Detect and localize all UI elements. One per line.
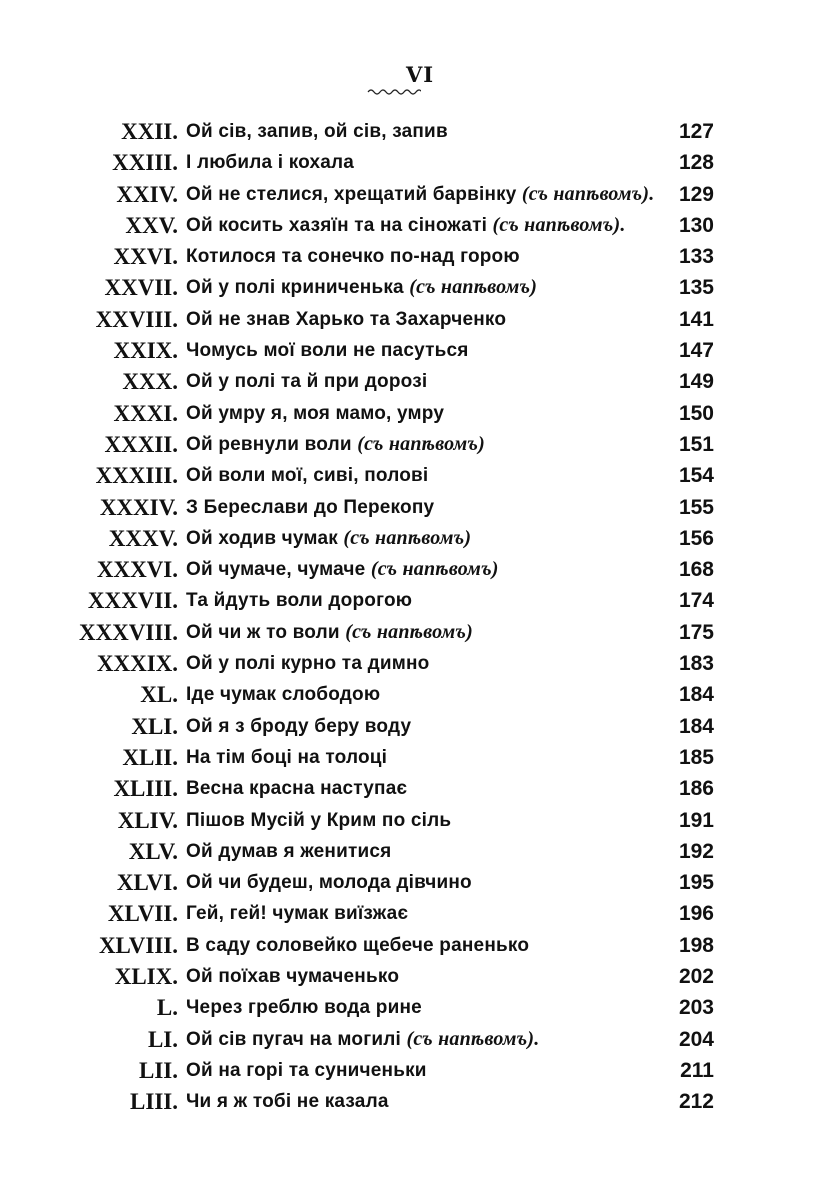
entry-title-text: Ой у полі криниченька [186, 277, 404, 299]
entry-title-text: З Берeслави до Перекопу [186, 496, 435, 518]
entry-song-title [186, 1024, 539, 1055]
entry-title-text: Ой у полі та й при дорозі [186, 371, 428, 393]
toc-entry [0, 773, 840, 804]
entry-roman-numeral: LIII. [130, 1089, 178, 1115]
entry-roman-numeral: XXXII. [104, 431, 178, 457]
entry-melody-note: (съ напѣвомъ) [357, 432, 486, 455]
entry-song-title [186, 460, 428, 491]
entry-page-number: 150 [678, 401, 714, 425]
entry-page-number: 154 [678, 464, 714, 488]
entry-page-number: 175 [678, 620, 714, 644]
entry-roman-numeral: XLIII. [113, 776, 178, 802]
entry-page-number: 211 [680, 1058, 714, 1082]
entry-roman-numeral: XXXIV. [99, 494, 178, 520]
entry-song-title [186, 147, 354, 178]
entry-song-title [186, 335, 469, 366]
entry-song-title [186, 773, 407, 804]
entry-roman-numeral: XXVIII. [95, 306, 178, 332]
entry-page-number: 183 [678, 652, 714, 676]
entry-roman-numeral: XXII. [121, 119, 178, 144]
toc-entry [0, 898, 840, 929]
entry-title-text: Чомусь мої воли не пасуться [186, 340, 469, 362]
entry-song-title [186, 492, 434, 523]
entry-page-number: 174 [678, 589, 714, 613]
toc-entry [0, 805, 840, 836]
toc-entry [0, 429, 840, 460]
toc-entry [0, 742, 840, 773]
entry-page-number: 135 [678, 276, 714, 300]
entry-title-text: Ой умру я, моя мамо, умру [186, 402, 445, 424]
entry-song-title [186, 867, 472, 898]
entry-song-title [186, 585, 412, 616]
entry-page-number: 133 [678, 245, 714, 269]
toc-entry [0, 147, 840, 178]
toc-entry [0, 867, 840, 898]
entry-melody-note: (съ напѣвомъ). [492, 213, 626, 236]
toc-entry [0, 836, 840, 867]
toc-entry [0, 992, 840, 1023]
toc-entry [0, 398, 840, 429]
entry-song-title [186, 304, 506, 335]
toc-entry [0, 116, 840, 147]
toc-entry [0, 1055, 840, 1086]
entry-title-text: Ой на горі та суниченьки [186, 1059, 427, 1081]
entry-page-number: 198 [678, 933, 714, 957]
entry-title-text: Ой чи ж то воли [186, 621, 340, 643]
toc-entry [0, 1086, 840, 1117]
entry-roman-numeral: LII. [139, 1057, 178, 1083]
entry-title-text: Та йдуть воли дорогою [186, 590, 413, 612]
entry-song-title [186, 961, 399, 992]
toc-entry [0, 711, 840, 742]
entry-page-number: 186 [678, 777, 714, 801]
entry-page-number: 128 [678, 151, 714, 175]
toc-entry [0, 335, 840, 366]
entry-song-title [186, 116, 448, 147]
entry-title-text: Весна красна наступає [186, 778, 408, 800]
entry-title-text: На тім боці на толоці [186, 746, 388, 768]
entry-song-title [186, 742, 387, 773]
entry-song-title [186, 805, 451, 836]
entry-melody-note: (съ напѣвомъ). [521, 182, 655, 205]
page-number-header: VI [405, 62, 435, 87]
entry-melody-note: (съ напѣвомъ). [406, 1027, 540, 1050]
entry-roman-numeral: XLV. [128, 838, 178, 864]
entry-title-text: Ой у полі курно та димно [186, 653, 430, 675]
entry-page-number: 168 [678, 558, 714, 582]
entry-page-number: 141 [678, 307, 714, 331]
entry-roman-numeral: XLI. [131, 713, 178, 739]
entry-roman-numeral: XLIV. [117, 807, 178, 833]
entry-title-text: Ой не знав Харько та Захарченко [186, 308, 507, 330]
entry-melody-note: (съ напѣвомъ) [343, 526, 472, 549]
entry-roman-numeral: XXXV. [108, 525, 178, 551]
entry-roman-numeral: XXXIX. [96, 651, 178, 677]
toc-entry [0, 366, 840, 397]
toc-entry [0, 961, 840, 992]
entry-melody-note: (съ напѣвомъ) [409, 276, 538, 299]
entry-roman-numeral: XLVI. [116, 870, 178, 896]
entry-title-text: І любила і кохала [186, 152, 355, 174]
entry-title-text: Ой косить хазяїн та на сіножаті [186, 214, 488, 236]
entry-page-number: 156 [678, 526, 714, 550]
toc-entry [0, 492, 840, 523]
entry-page-number: 130 [678, 213, 714, 237]
entry-title-text: Іде чумак слободою [186, 684, 381, 706]
toc-entry [0, 304, 840, 335]
entry-title-text: Ой ходив чумак [186, 527, 338, 549]
entry-page-number: 184 [678, 683, 714, 707]
entry-roman-numeral: XLVIII. [98, 932, 178, 958]
entry-roman-numeral: XXV. [125, 212, 178, 238]
entry-roman-numeral: XXIV. [116, 181, 178, 207]
toc-entry [0, 585, 840, 616]
toc-entry [0, 679, 840, 710]
entry-title-text: Ой чи будеш, молода дівчино [186, 872, 472, 894]
toc-entry [0, 648, 840, 679]
toc-entry [0, 241, 840, 272]
entry-song-title [186, 1086, 389, 1117]
entry-page-number: 129 [678, 182, 714, 206]
entry-page-number: 191 [678, 808, 714, 832]
entry-roman-numeral: XXXI. [113, 400, 178, 426]
entry-roman-numeral: XXIII. [112, 150, 178, 176]
toc-entry [0, 179, 840, 210]
entry-roman-numeral: XLII. [122, 744, 178, 770]
entry-title-text: Котилося та сонечко по-над горою [186, 246, 520, 268]
entry-roman-numeral: XXVI. [113, 244, 178, 270]
entry-roman-numeral: XXIX. [113, 338, 178, 364]
entry-song-title [186, 429, 485, 460]
entry-page-number: 212 [678, 1090, 714, 1114]
toc-entry [0, 554, 840, 585]
entry-roman-numeral: XXXVIII. [78, 619, 178, 645]
entry-title-text: Ой ревнули воли [186, 433, 352, 455]
entry-title-text: Ой сів, запив, ой сів, запив [186, 121, 448, 142]
entry-page-number: 149 [678, 370, 714, 394]
entry-title-text: Ой я з броду беру воду [186, 715, 412, 737]
entry-roman-numeral: XXXIII. [95, 463, 178, 489]
entry-roman-numeral: XXVII. [104, 275, 178, 301]
entry-song-title [186, 898, 408, 929]
entry-melody-note: (съ напѣвомъ) [345, 620, 474, 643]
entry-song-title [186, 836, 391, 867]
entry-song-title [186, 398, 444, 429]
entry-song-title [186, 554, 499, 585]
entry-title-text: Чи я ж тобі не казала [186, 1091, 389, 1113]
entry-page-number: 203 [678, 996, 714, 1020]
entry-page-number: 204 [678, 1027, 714, 1051]
entry-roman-numeral: L. [156, 995, 178, 1021]
entry-song-title [186, 930, 529, 961]
entry-title-text: Гей, гей! чумак виїзжає [186, 903, 409, 925]
entry-roman-numeral: XXXVII. [87, 588, 178, 614]
entry-song-title [186, 992, 422, 1023]
toc-entry [0, 617, 840, 648]
toc-entry [0, 210, 840, 241]
entry-song-title [186, 648, 429, 679]
entry-roman-numeral: XLIX. [114, 964, 178, 990]
entry-page-number: 185 [678, 745, 714, 769]
entry-page-number: 195 [678, 871, 714, 895]
entry-title-text: Ой не стелися, хрещатий барвінку [186, 183, 517, 205]
wavy-rule-ornament [367, 88, 421, 96]
entry-roman-numeral: XXX. [122, 369, 178, 395]
entry-page-number: 196 [678, 902, 714, 926]
entry-song-title [186, 1055, 427, 1086]
toc-entry [0, 930, 840, 961]
entry-page-number: 202 [678, 965, 714, 989]
entry-song-title [186, 241, 520, 272]
toc-entry [0, 1024, 840, 1055]
entry-title-text: Пішов Мусій у Крим по сіль [186, 809, 452, 831]
entry-page-number: 192 [678, 839, 714, 863]
entry-song-title [186, 711, 411, 742]
entry-title-text: Ой поїхав чумаченько [186, 966, 400, 988]
entry-roman-numeral: LI. [147, 1026, 178, 1052]
entry-roman-numeral: XXXVI. [96, 557, 178, 583]
entry-title-text: В саду соловейко щебече раненько [186, 934, 530, 956]
entry-page-number: 155 [678, 495, 714, 519]
toc-entry [0, 460, 840, 491]
toc-entry [0, 272, 840, 303]
entry-title-text: Ой сів пугач на могилі [186, 1028, 401, 1050]
table-of-contents [0, 116, 840, 1118]
entry-song-title [186, 179, 654, 210]
entry-song-title [186, 523, 471, 554]
entry-title-text: Через греблю вода рине [186, 997, 422, 1019]
entry-song-title [186, 617, 473, 648]
entry-page-number: 184 [678, 714, 714, 738]
entry-page-number: 151 [678, 432, 714, 456]
entry-melody-note: (съ напѣвомъ) [370, 558, 499, 581]
entry-song-title [186, 272, 537, 303]
entry-title-text: Ой чумаче, чумаче [186, 559, 366, 581]
entry-song-title [186, 366, 427, 397]
entry-title-text: Ой воли мої, сиві, полові [186, 465, 429, 487]
entry-song-title [186, 210, 626, 241]
entry-roman-numeral: XLVII. [107, 901, 178, 927]
entry-roman-numeral: XL. [140, 682, 178, 708]
entry-title-text: Ой думав я женитися [186, 840, 392, 862]
entry-page-number: 147 [678, 339, 714, 363]
entry-song-title [186, 679, 380, 710]
toc-entry [0, 523, 840, 554]
entry-page-number: 127 [678, 120, 714, 143]
